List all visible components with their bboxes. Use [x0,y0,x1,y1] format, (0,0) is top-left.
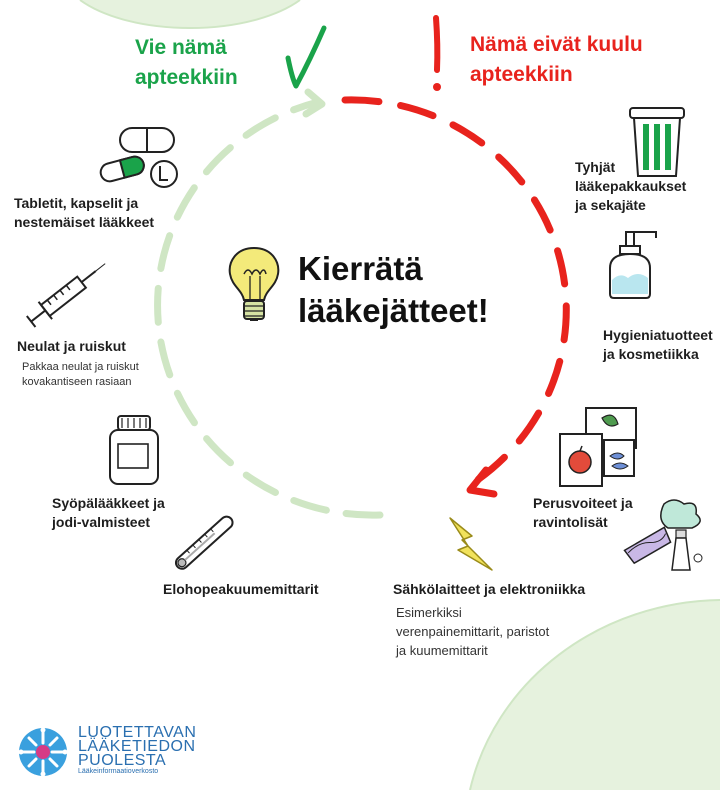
tablets-label [14,194,154,232]
take-to-pharmacy-heading [135,33,238,93]
thermometers-label: Elohopeakuumemittarit [163,581,319,597]
supplements-icon [558,404,644,490]
check-mark-icon [288,28,324,86]
label-line: Tabletit, kapselit ja [14,195,139,211]
electronics-note [396,603,549,660]
note-line: kovakantiseen rasiaan [22,376,132,388]
hygiene-label [603,326,713,364]
exclamation-icon [436,18,437,70]
needles-note [22,360,139,390]
tablets-icon [96,122,188,192]
logo-tagline: Lääkeinformaatioverkosto [78,768,159,775]
medicine-jar-icon [104,412,164,488]
main-title [298,248,489,332]
logo-line: PUOLESTA [78,752,167,769]
logo-line: LUOTETTAVAN [78,724,197,741]
note-line: ja kuumemittarit [396,643,488,658]
label-line: ja kosmetiikka [603,346,699,362]
light-bulb-icon [224,244,284,326]
heading-line: Nämä eivät kuulu [470,33,643,56]
logo-mark-icon [14,726,72,778]
exclamation-dot [433,83,441,91]
logo-wordmark [78,726,196,775]
needles-label: Neulat ja ruiskut [17,338,126,354]
heading-line: apteekkiin [135,66,238,89]
thermometer-icon [166,508,244,576]
label-line: ja sekajäte [575,197,646,213]
note-line: verenpainemittarit, paristot [396,624,550,639]
heading-line: Vie nämä [135,36,227,59]
note-line: Pakkaa neulat ja ruiskut [22,361,139,373]
label-line: Syöpälääkkeet ja [52,495,165,511]
logo-line: LÄÄKETIEDON [78,738,196,755]
label-line: jodi-valmisteet [52,514,151,530]
not-for-pharmacy-heading [470,30,643,90]
lightning-bolt-icon [444,516,496,574]
note-line: Esimerkiksi [396,605,462,620]
label-line: nestemäiset lääkkeet [14,214,155,230]
label-line: Hygieniatuotteet [603,327,713,343]
cream-tubes-icon [612,496,708,578]
label-line: lääkepakkaukset [575,178,687,194]
title-line: Kierrätä [298,250,423,287]
heading-line: apteekkiin [470,63,573,86]
cancer-meds-label [52,494,165,532]
label-line: ravintolisät [533,514,608,530]
electronics-label: Sähkölaitteet ja elektroniikka [393,581,586,597]
syringe-icon [20,256,116,332]
title-line: lääkejätteet! [298,292,489,329]
label-line: Perusvoiteet ja [533,495,633,511]
empty-packages-label [575,158,686,215]
label-line: Tyhjät [575,159,616,175]
soap-bottle-icon [604,228,666,300]
